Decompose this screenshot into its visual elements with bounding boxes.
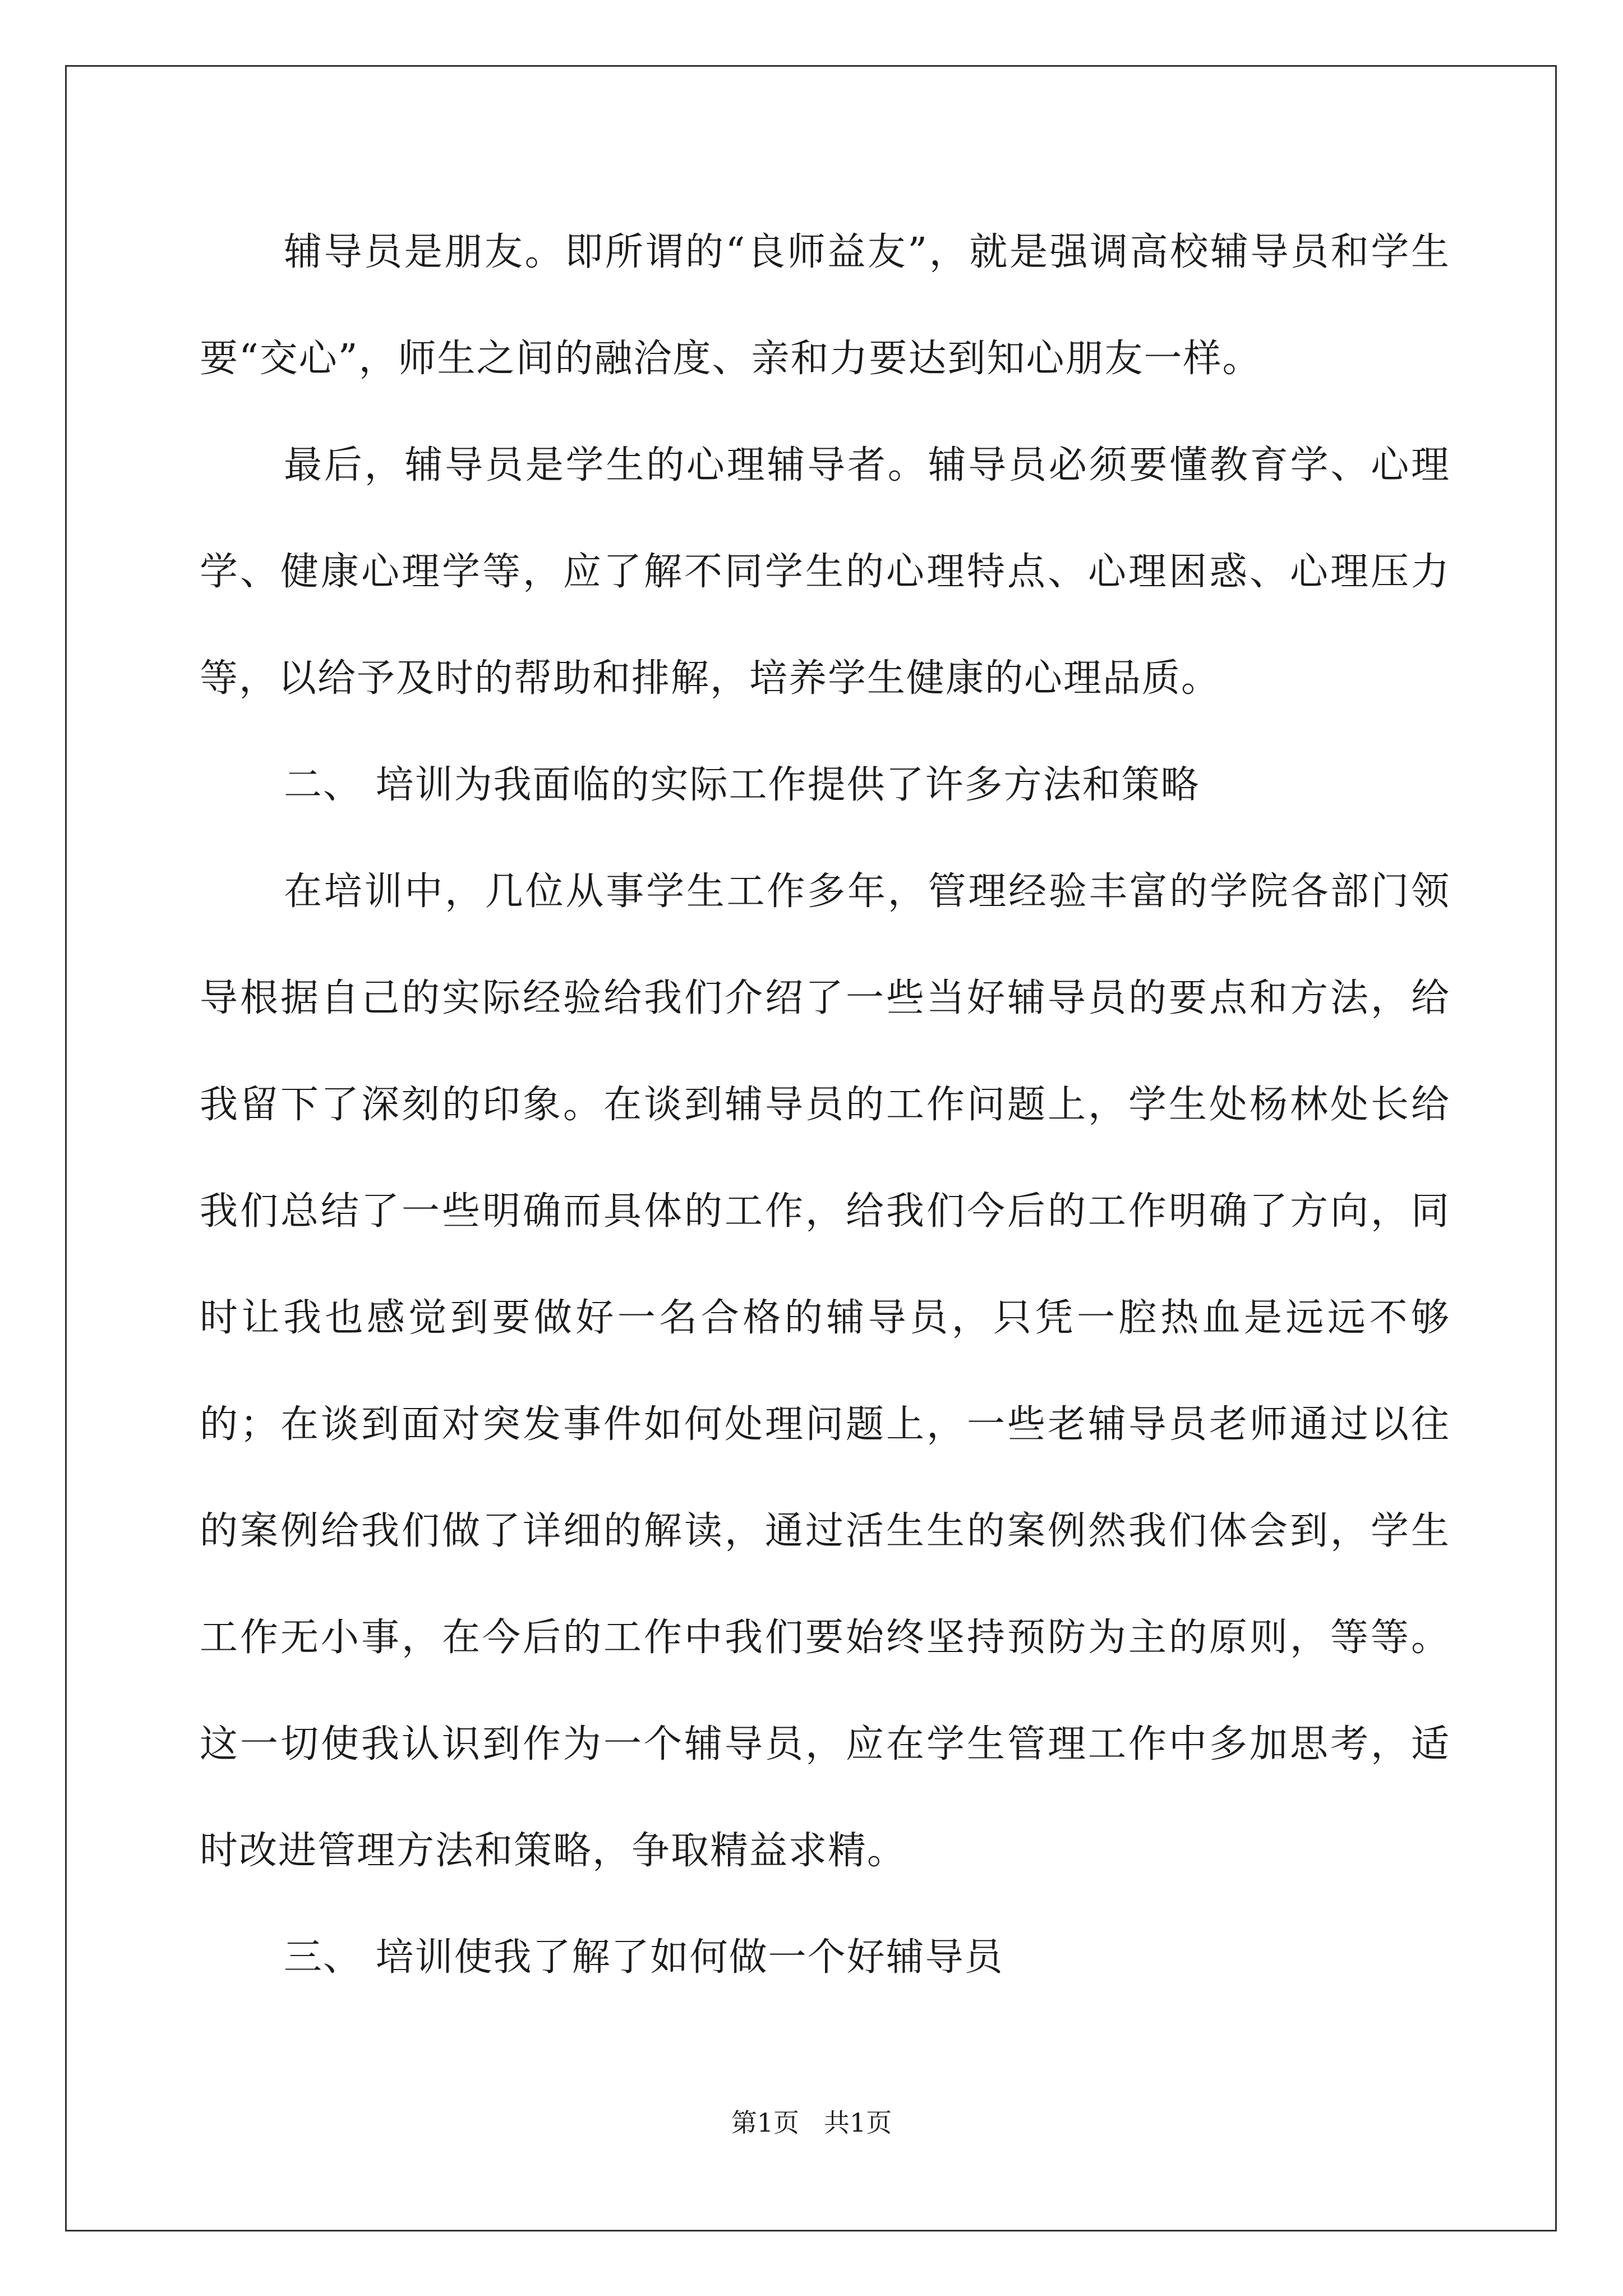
page-total: 共1页 [823, 2108, 892, 2138]
paragraph-friend: 辅导员是朋友。即所谓的“良师益友”，就是强调高校辅导员和学生要“交心”，师生之间的融洽度、亲和力要达到知心朋友一样。 [200, 230, 1450, 381]
page-footer [0, 2102, 1623, 2139]
paragraph-psychological-counselor: 最后，辅导员是学生的心理辅导者。辅导员必须要懂教育学、心理学、健康心理学等，应了解不同学生的心理特点、心理困惑、心理压力等，以给予及时的帮助和排解，培养学生健康的心理品质。 [200, 443, 1450, 701]
section-heading-three: 三、 培训使我了解了如何做一个好辅导员 [284, 1935, 1004, 1980]
paragraph-training-methods: 在培训中，几位从事学生工作多年，管理经验丰富的学院各部门领导根据自己的实际经验给我们介绍了一些当好辅导员的要点和方法，给我留下了深刻的印象。在谈到辅导员的工作问题上，学生处杨林处长给我们总结了一些明确而具体的工作，给我们今后的工作明确了方向，同时让我也感觉到要做好一名合格的辅导员，只凭一腔热血是远远不够的；在谈到面对突发事件如何处理问题上，一些老辅导员老师通过以往的案例给我们做了详细的解读，通过活生生的案例然我们体会到，学生工作无小事，在今后的工作中我们要始终坚持预防为主的原则，等等。这一切使我认识到作为一个辅导员，应在学生管理工作中多加思考，适时改进管理方法和策略，争取精益求精。 [200, 869, 1450, 1873]
document-body [200, 199, 1450, 2011]
page-number: 第1页 [731, 2108, 800, 2138]
section-heading-two: 二、 培训为我面临的实际工作提供了许多方法和策略 [284, 763, 1200, 807]
